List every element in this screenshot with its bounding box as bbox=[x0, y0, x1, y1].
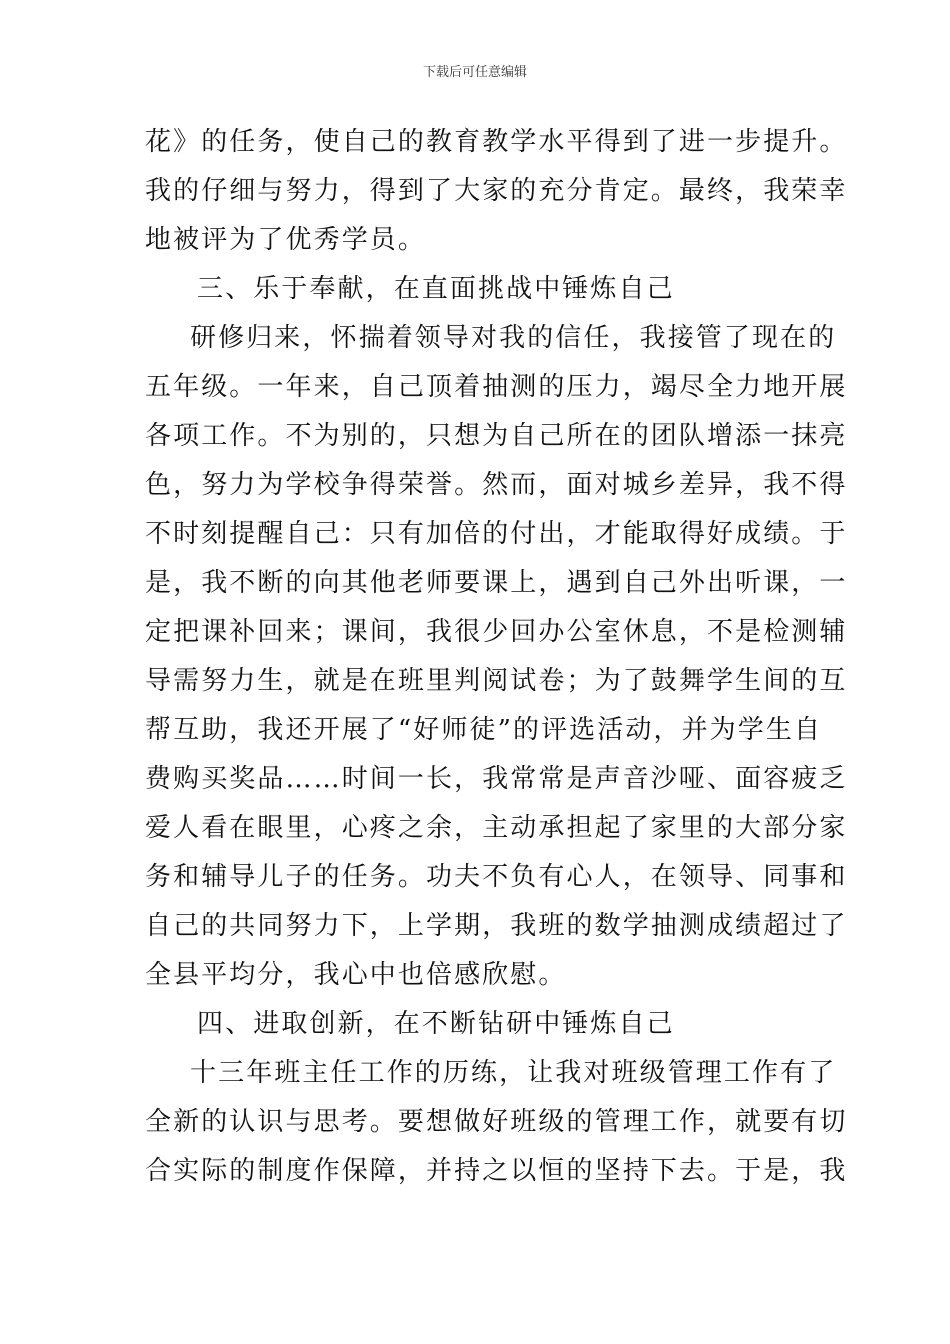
text-line: 定把课补回来；课间，我很少回办公室休息，不是检测辅 bbox=[145, 617, 848, 647]
text-line: 是，我不断的向其他老师要课上，遇到自己外出听课，一 bbox=[145, 568, 848, 598]
text-line: 帮互助，我还开展了“好师徒”的评选活动，并为学生自 bbox=[145, 715, 823, 745]
text-line: 地被评为了优秀学员。 bbox=[145, 225, 427, 255]
text-line: 不时刻提醒自己：只有加倍的付出，才能取得好成绩。于 bbox=[145, 519, 848, 549]
text-line: 各项工作。不为别的，只想为自己所在的团队增添一抹亮 bbox=[145, 421, 848, 451]
text-line: 导需努力生，就是在班里判阅试卷；为了鼓舞学生间的互 bbox=[145, 666, 848, 696]
text-line: 自己的共同努力下，上学期，我班的数学抽测成绩超过了 bbox=[145, 911, 848, 941]
text-line: 爱人看在眼里，心疼之余，主动承担起了家里的大部分家 bbox=[145, 813, 848, 843]
text-line: 五年级。一年来，自己顶着抽测的压力，竭尽全力地开展 bbox=[145, 372, 848, 402]
section-heading: 四、进取创新，在不断钻研中锤炼自己 bbox=[197, 1009, 675, 1039]
text-line: 十三年班主任工作的历练，让我对班级管理工作有了 bbox=[190, 1058, 837, 1088]
text-line: 全县平均分，我心中也倍感欣慰。 bbox=[145, 960, 567, 990]
text-line: 合实际的制度作保障，并持之以恒的坚持下去。于是，我 bbox=[145, 1156, 848, 1186]
text-line: 色，努力为学校争得荣誉。然而，面对城乡差异，我不得 bbox=[145, 470, 848, 500]
section-heading: 三、乐于奉献，在直面挑战中锤炼自己 bbox=[197, 274, 675, 304]
page-header: 下载后可任意编辑 bbox=[422, 65, 527, 80]
text-line: 我的仔细与努力，得到了大家的充分肯定。最终，我荣幸 bbox=[145, 176, 848, 206]
text-line: 研修归来，怀揣着领导对我的信任，我接管了现在的 bbox=[190, 323, 837, 353]
text-line: 花》的任务，使自己的教育教学水平得到了进一步提升。 bbox=[145, 127, 848, 157]
text-line: 全新的认识与思考。要想做好班级的管理工作，就要有切 bbox=[145, 1107, 848, 1137]
text-line: 费购买奖品……时间一长，我常常是声音沙哑、面容疲乏 bbox=[145, 764, 848, 794]
text-line: 务和辅导儿子的任务。功夫不负有心人，在领导、同事和 bbox=[145, 862, 848, 892]
